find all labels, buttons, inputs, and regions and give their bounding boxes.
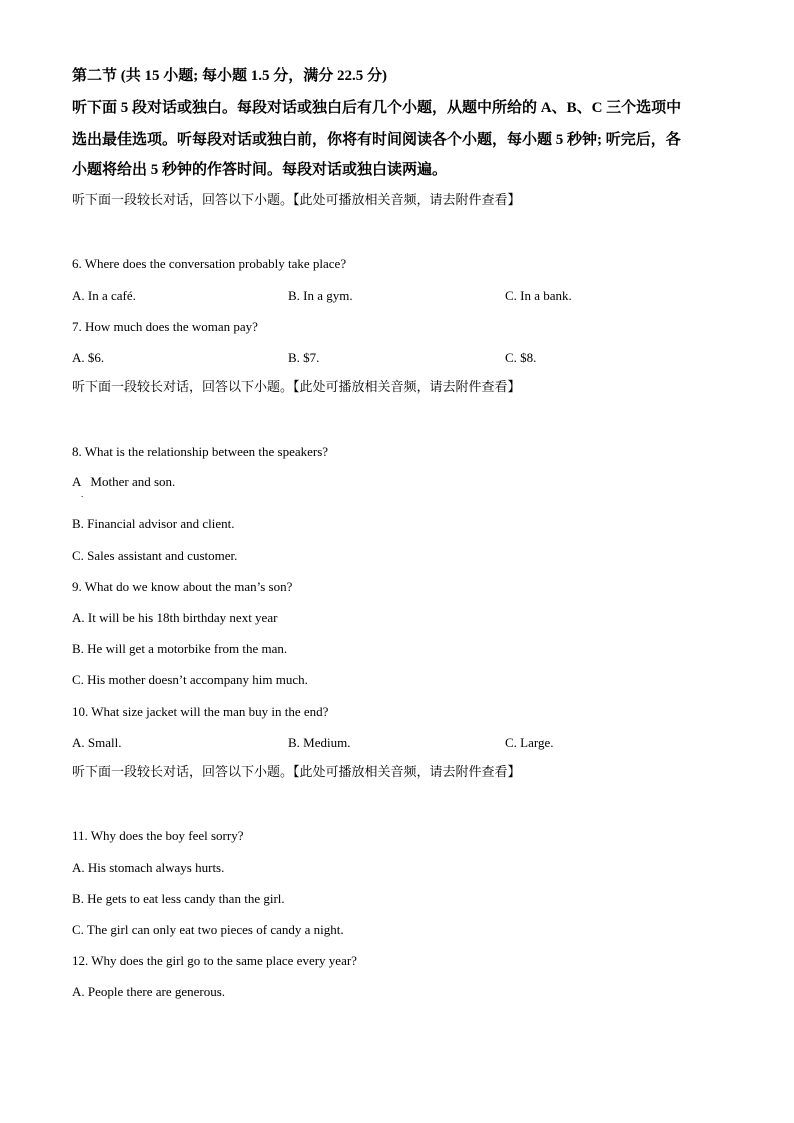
question-9-option-b[interactable]: B. He will get a motorbike from the man. bbox=[72, 641, 288, 656]
question-10-stem: 10. What size jacket will the man buy in the end? bbox=[72, 704, 329, 719]
question-8-option-b[interactable]: B. Financial advisor and client. bbox=[72, 516, 235, 531]
question-7-option-c[interactable]: C. $8. bbox=[505, 350, 537, 365]
question-6-stem: 6. Where does the conversation probably take place? bbox=[72, 256, 347, 271]
question-7-option-b[interactable]: B. $7. bbox=[288, 350, 320, 365]
question-7-option-a[interactable]: A. $6. bbox=[72, 350, 105, 365]
question-8-option-a[interactable]: A Mother and son. bbox=[72, 474, 176, 489]
question-7-stem: 7. How much does the woman pay? bbox=[72, 319, 258, 334]
question-10-options bbox=[0, 735, 794, 751]
question-7-options bbox=[0, 350, 794, 366]
question-11-option-a[interactable]: A. His stomach always hurts. bbox=[72, 860, 225, 875]
question-11-option-c[interactable]: C. The girl can only eat two pieces of candy a night. bbox=[72, 922, 344, 937]
stray-dot: . bbox=[81, 489, 84, 499]
question-6-option-c[interactable]: C. In a bank. bbox=[505, 288, 572, 303]
audio-note: 听下面一段较长对话，回答以下小题。【此处可播放相关音频，请去附件查看】 bbox=[72, 380, 521, 395]
audio-note: 听下面一段较长对话，回答以下小题。【此处可播放相关音频，请去附件查看】 bbox=[72, 193, 521, 208]
question-9-option-a[interactable]: A. It will be his 18th birthday next year bbox=[72, 610, 278, 625]
question-6-options bbox=[0, 288, 794, 304]
question-9-stem: 9. What do we know about the man’s son? bbox=[72, 579, 293, 594]
question-6-option-b[interactable]: B. In a gym. bbox=[288, 288, 353, 303]
question-11-option-b[interactable]: B. He gets to eat less candy than the girl. bbox=[72, 891, 285, 906]
question-8-option-c[interactable]: C. Sales assistant and customer. bbox=[72, 548, 238, 563]
question-12-option-a[interactable]: A. People there are generous. bbox=[72, 984, 226, 999]
question-12-stem: 12. Why does the girl go to the same place every year? bbox=[72, 953, 357, 968]
instructions-line-1: 听下面 5 段对话或独白。每段对话或独白后有几个小题，从题中所给的 A、B、C 三个选项中 bbox=[72, 100, 682, 116]
question-11-stem: 11. Why does the boy feel sorry? bbox=[72, 828, 244, 843]
question-6-option-a[interactable]: A. In a café. bbox=[72, 288, 136, 303]
instructions-line-2: 选出最佳选项。听每段对话或独白前，你将有时间阅读各个小题，每小题 5 秒钟; 听完后，各 bbox=[72, 132, 681, 148]
instructions-line-3: 小题将给出 5 秒钟的作答时间。每段对话或独白读两遍。 bbox=[72, 162, 448, 178]
section-heading: 第二节 (共 15 小题; 每小题 1.5 分，满分 22.5 分) bbox=[72, 68, 387, 84]
question-10-option-b[interactable]: B. Medium. bbox=[288, 735, 351, 750]
question-10-option-a[interactable]: A. Small. bbox=[72, 735, 122, 750]
question-8-stem: 8. What is the relationship between the speakers? bbox=[72, 444, 329, 459]
question-10-option-c[interactable]: C. Large. bbox=[505, 735, 554, 750]
question-9-option-c[interactable]: C. His mother doesn’t accompany him much. bbox=[72, 672, 308, 687]
audio-note: 听下面一段较长对话，回答以下小题。【此处可播放相关音频，请去附件查看】 bbox=[72, 765, 521, 780]
